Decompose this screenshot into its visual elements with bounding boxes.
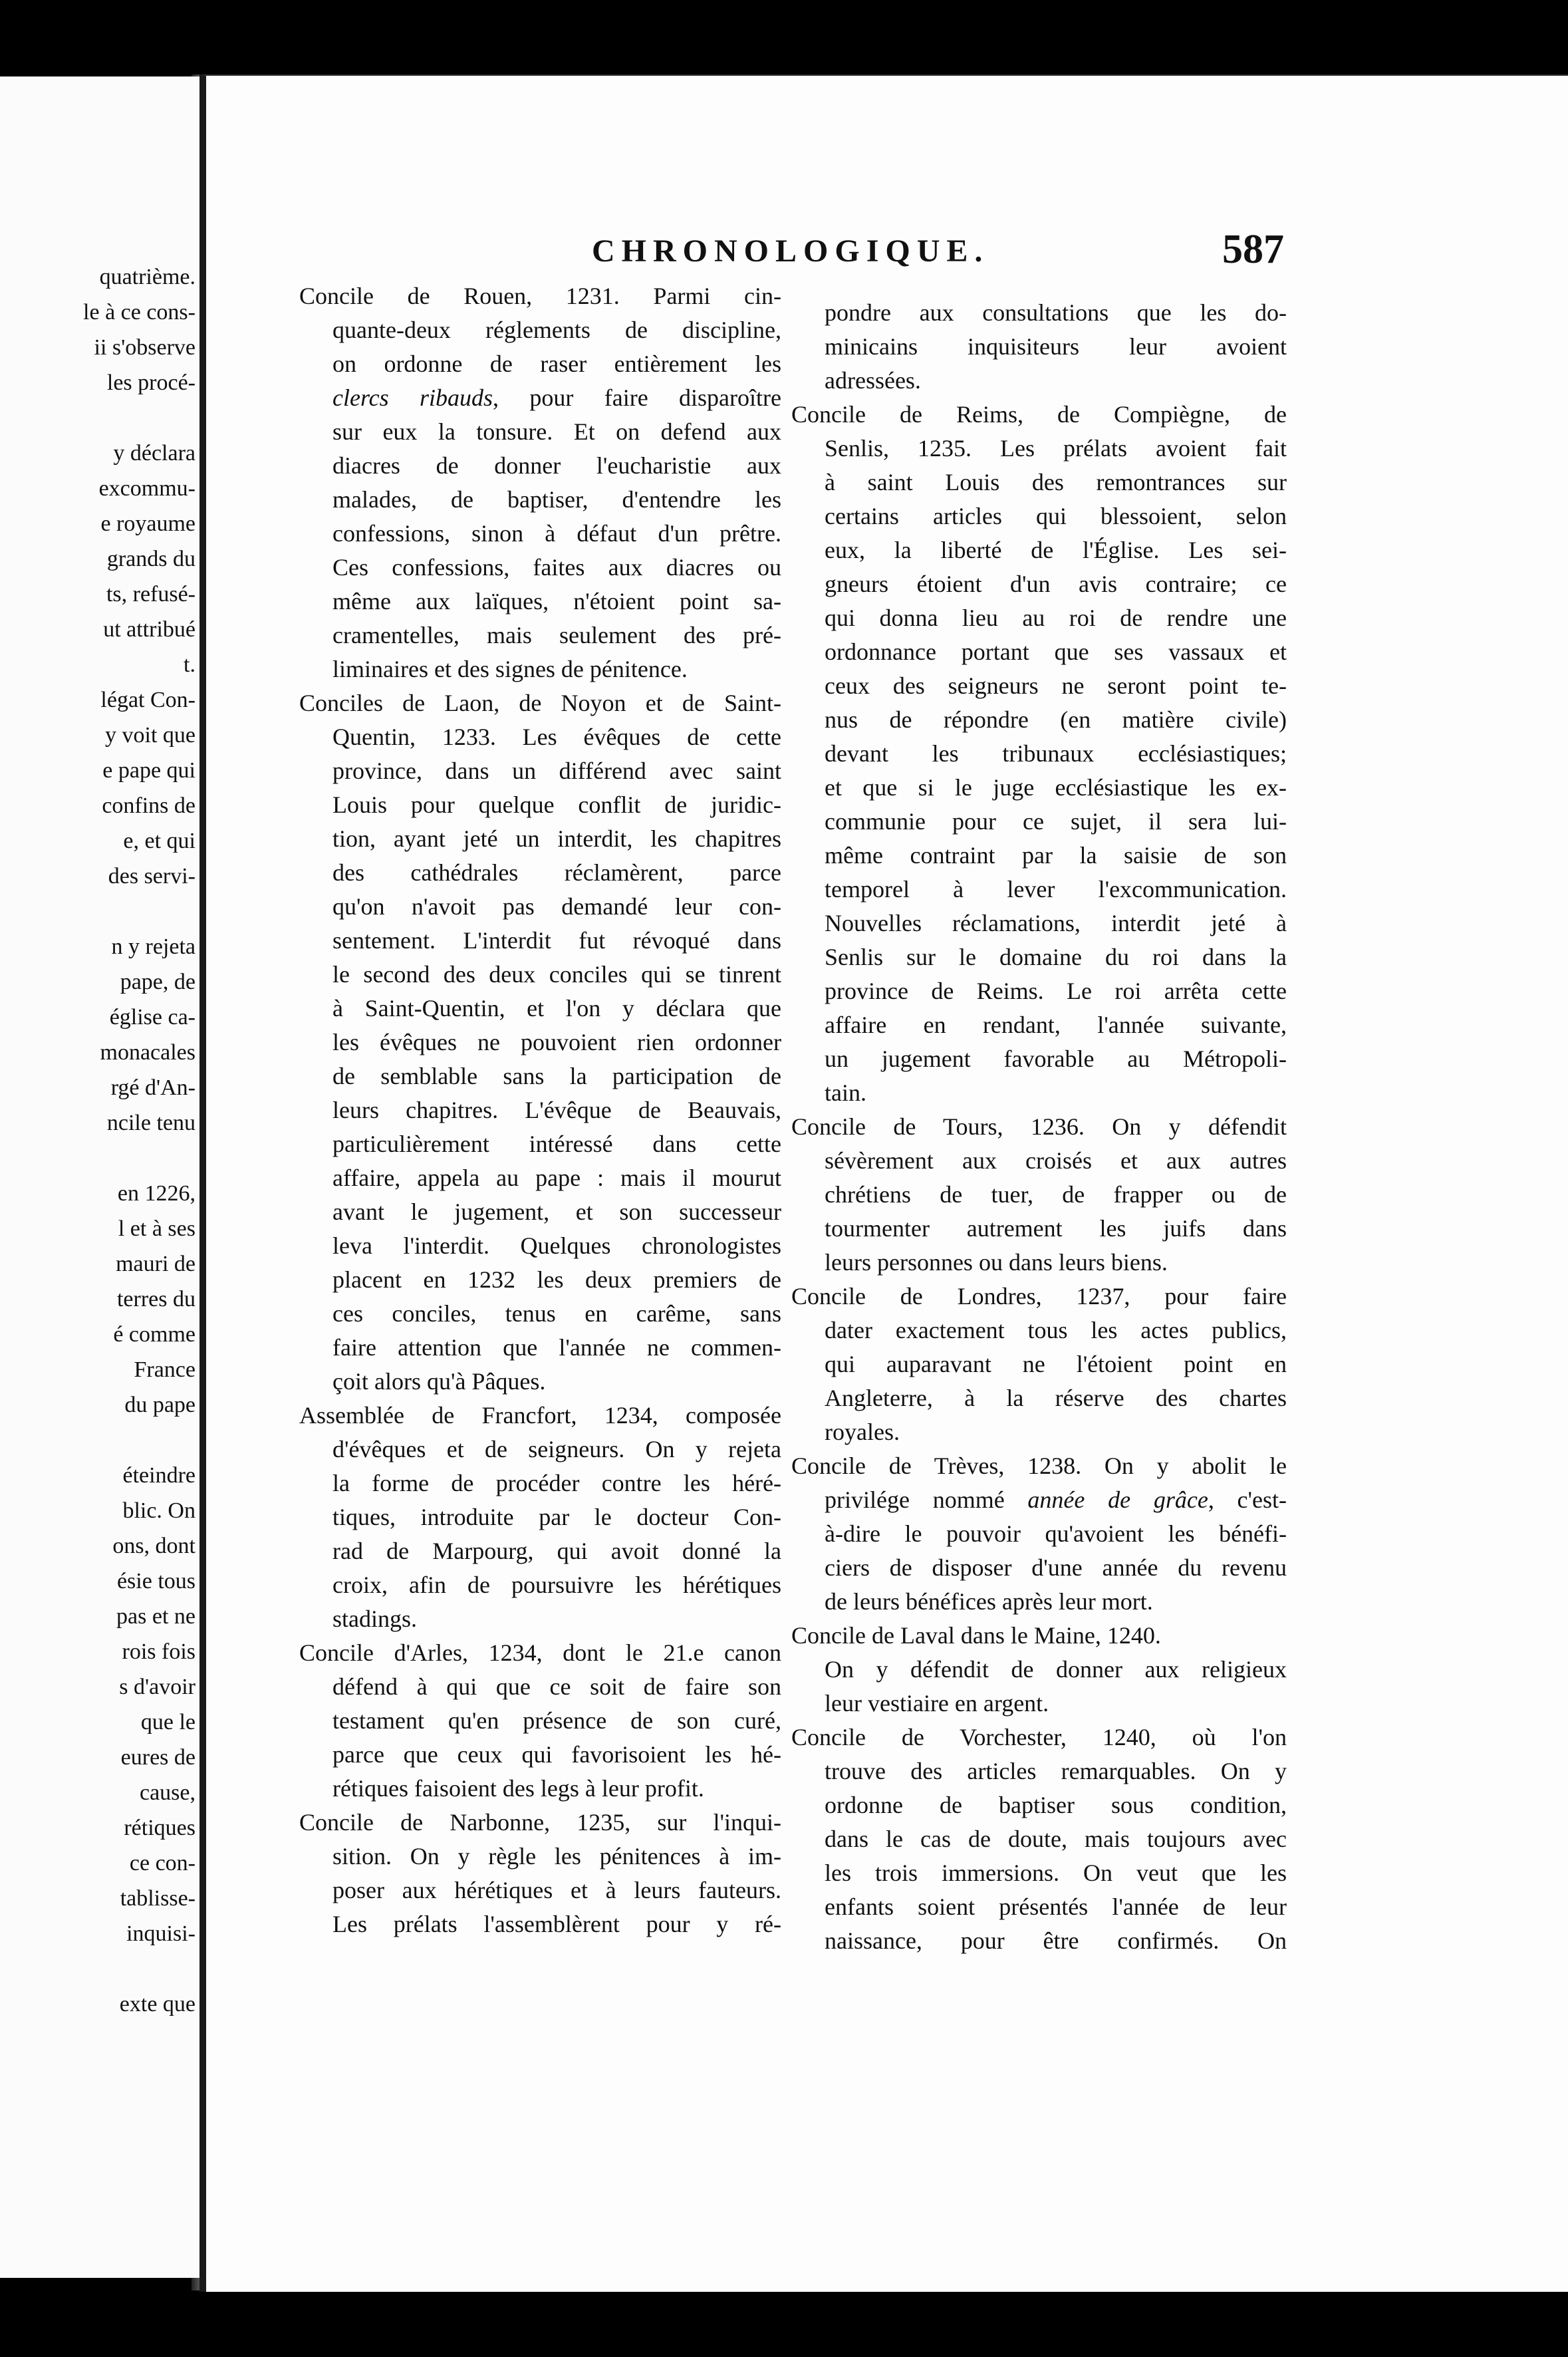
- entry-heading-line: Assemblée de Francfort, 1234, composée: [299, 1402, 781, 1429]
- left-page-fragment: e, et qui: [123, 829, 196, 853]
- left-page-fragment: France: [134, 1357, 196, 1382]
- left-page-fragment: que le: [140, 1710, 196, 1734]
- text-line: même aux laïques, n'étoient point sa-: [332, 588, 781, 615]
- text-line: de semblable sans la participation de: [332, 1063, 781, 1089]
- entry-heading-line: Concile de Reims, de Compiègne, de: [791, 401, 1287, 428]
- left-page-fragment: eures de: [120, 1745, 196, 1770]
- left-page-fragment: terres du: [116, 1287, 196, 1312]
- text-line: à-dire le pouvoir qu'avoient les bénéfi-: [825, 1520, 1287, 1547]
- text-line: tourmenter autrement les juifs dans: [825, 1215, 1287, 1242]
- text-line: la forme de procéder contre les héré-: [332, 1470, 781, 1496]
- left-page-fragment: des servi-: [108, 864, 196, 889]
- left-page-fragment: cause,: [139, 1780, 196, 1805]
- text-line: parce que ceux qui favorisoient les hé-: [332, 1741, 781, 1768]
- text-line: Senlis sur le domaine du roi dans la: [825, 944, 1287, 970]
- text-line: ces conciles, tenus en carême, sans: [332, 1300, 781, 1327]
- text-line: particulièrement intéressé dans cette: [332, 1131, 781, 1157]
- text-line: stadings.: [332, 1605, 418, 1632]
- text-line: à saint Louis des remontrances sur: [825, 469, 1287, 495]
- text-line: leva l'interdit. Quelques chronologistes: [332, 1232, 781, 1259]
- left-page-fragment: éteindre: [122, 1463, 196, 1488]
- text-line: Ces confessions, faites aux diacres ou: [332, 554, 781, 581]
- text-line: pondre aux consultations que les do-: [825, 299, 1287, 326]
- left-page-fragment: rétiques: [124, 1816, 196, 1840]
- text-line: minicains inquisiteurs leur avoient: [825, 333, 1287, 360]
- text-line: d'évêques et de seigneurs. On y rejeta: [332, 1436, 781, 1462]
- text-line: On y défendit de donner aux religieux: [825, 1656, 1287, 1683]
- text-line: ciers de disposer d'une année du revenu: [825, 1554, 1287, 1581]
- text-line: quante-deux réglements de discipline,: [332, 317, 781, 343]
- left-page-fragment: t.: [184, 652, 196, 677]
- left-page-fragment: inquisi-: [126, 1921, 196, 1946]
- text-line: sévèrement aux croisés et aux autres: [825, 1147, 1287, 1174]
- text-line: de leurs bénéfices après leur mort.: [825, 1588, 1153, 1615]
- text-line: chrétiens de tuer, de frapper ou de: [825, 1181, 1287, 1208]
- text-line: enfants soient présentés l'année de leur: [825, 1893, 1287, 1920]
- left-page-fragment: ii s'observe: [94, 335, 196, 360]
- left-page-fragment: n y rejeta: [111, 934, 196, 959]
- text-line: avant le jugement, et son successeur: [332, 1198, 781, 1225]
- left-page-fragment: les procé-: [106, 370, 196, 395]
- text-column-right: [791, 296, 1287, 1958]
- text-line: naissance, pour être confirmés. On: [825, 1927, 1287, 1954]
- text-line: qu'on n'avoit pas demandé leur con-: [332, 893, 781, 920]
- text-line: province de Reims. Le roi arrêta cette: [825, 978, 1287, 1004]
- left-page-fragment: ts, refusé-: [106, 582, 196, 607]
- left-page-fragment: blic. On: [122, 1498, 196, 1523]
- running-head: CHRONOLOGIQUE.: [592, 233, 989, 269]
- entry-heading-line: Concile de Rouen, 1231. Parmi cin-: [299, 283, 781, 309]
- text-line: tiques, introduite par le docteur Con-: [332, 1504, 781, 1530]
- text-line: communie pour ce sujet, il sera lui-: [825, 808, 1287, 835]
- text-line: adressées.: [825, 367, 921, 394]
- text-line: qui donna lieu au roi de rendre une: [825, 605, 1287, 631]
- text-line: et que si le juge ecclésiastique les ex-: [825, 774, 1287, 801]
- text-line: ceux des seigneurs ne seront point te-: [825, 672, 1287, 699]
- text-line: sition. On y règle les pénitences à im-: [332, 1843, 781, 1870]
- left-page-fragment: excommu-: [98, 476, 196, 501]
- entry-heading-line: Concile de Trèves, 1238. On y abolit le: [791, 1453, 1287, 1479]
- text-line: leur vestiaire en argent.: [825, 1690, 1049, 1717]
- text-line: Nouvelles réclamations, interdit jeté à: [825, 910, 1287, 936]
- text-line: dater exactement tous les actes publics,: [825, 1317, 1287, 1343]
- text-line: les trois immersions. On veut que les: [825, 1860, 1287, 1886]
- text-line: privilége nommé année de grâce, c'est-: [825, 1486, 1287, 1513]
- text-line: tain.: [825, 1079, 866, 1106]
- text-line: ordonnance portant que ses vassaux et: [825, 638, 1287, 665]
- text-line: trouve des articles remarquables. On y: [825, 1758, 1287, 1784]
- left-page-fragment: ncile tenu: [106, 1111, 196, 1135]
- left-page-fragment: y voit que: [105, 723, 196, 748]
- left-page-fragment: mauri de: [116, 1252, 196, 1276]
- text-line: diacres de donner l'eucharistie aux: [332, 452, 781, 479]
- text-line: Louis pour quelque conflit de juridic-: [332, 791, 781, 818]
- left-page-fragment: y déclara: [113, 441, 196, 466]
- text-line: le second des deux conciles qui se tinrent: [332, 961, 781, 988]
- left-page-fragment: s d'avoir: [119, 1675, 196, 1699]
- entry-heading-line: Concile de Vorchester, 1240, où l'on: [791, 1724, 1287, 1750]
- left-page-fragment: e royaume: [100, 511, 196, 536]
- left-page-fragment: le à ce cons-: [83, 300, 196, 325]
- left-page-fragment: église ca-: [109, 1005, 196, 1030]
- left-page-fragment: e pape qui: [102, 758, 196, 783]
- text-line: leurs personnes ou dans leurs biens.: [825, 1249, 1168, 1276]
- left-page-fragment: ce con-: [129, 1851, 196, 1875]
- text-line: affaire, appela au pape : mais il mourut: [332, 1165, 781, 1191]
- text-line: sentement. L'interdit fut révoqué dans: [332, 927, 781, 954]
- entry-heading-line: Conciles de Laon, de Noyon et de Saint-: [299, 690, 781, 716]
- entry-heading-line: Concile de Tours, 1236. On y défendit: [791, 1113, 1287, 1140]
- left-page-fragment: ésie tous: [116, 1569, 196, 1594]
- left-page-fragment: tablisse-: [120, 1886, 196, 1911]
- left-page-fragment: confins de: [102, 793, 196, 818]
- text-line: testament qu'en présence de son curé,: [332, 1707, 781, 1734]
- text-line: liminaires et des signes de pénitence.: [332, 656, 688, 682]
- text-line: Les prélats l'assemblèrent pour y ré-: [332, 1911, 781, 1937]
- left-page-fragment: du pape: [124, 1393, 196, 1417]
- text-line: un jugement favorable au Métropoli-: [825, 1045, 1287, 1072]
- text-line: province, dans un différend avec saint: [332, 758, 781, 784]
- text-line: Angleterre, à la réserve des chartes: [825, 1385, 1287, 1411]
- text-line: cramentelles, mais seulement des pré-: [332, 622, 781, 648]
- text-line: rétiques faisoient des legs à leur profit.: [332, 1775, 704, 1802]
- entry-heading-line: Concile d'Arles, 1234, dont le 21.e canon: [299, 1639, 781, 1666]
- text-line: eux, la liberté de l'Église. Les sei-: [825, 537, 1287, 563]
- entry-heading-line: Concile de Laval dans le Maine, 1240.: [791, 1622, 1161, 1649]
- text-line: placent en 1232 les deux premiers de: [332, 1266, 781, 1293]
- text-line: ordonne de baptiser sous condition,: [825, 1792, 1287, 1818]
- left-page-fragment: légat Con-: [100, 688, 196, 712]
- text-line: gneurs étoient d'un avis contraire; ce: [825, 571, 1287, 597]
- left-page-fragment: en 1226,: [117, 1181, 196, 1206]
- entry-heading-line: Concile de Londres, 1237, pour faire: [791, 1283, 1287, 1310]
- left-page-fragment: pape, de: [120, 970, 196, 994]
- text-line: malades, de baptiser, d'entendre les: [332, 486, 781, 513]
- text-line: Quentin, 1233. Les évêques de cette: [332, 724, 781, 750]
- text-line: clercs ribauds, pour faire disparoître: [332, 384, 781, 411]
- left-page-fragment: quatrième.: [99, 265, 196, 289]
- text-line: leurs chapitres. L'évêque de Beauvais,: [332, 1097, 781, 1123]
- text-line: rad de Marpourg, qui avoit donné la: [332, 1538, 781, 1564]
- text-line: des cathédrales réclamèrent, parce: [332, 859, 781, 886]
- text-line: temporel à lever l'excommunication.: [825, 876, 1287, 902]
- text-line: çoit alors qu'à Pâques.: [332, 1368, 546, 1395]
- text-line: Senlis, 1235. Les prélats avoient fait: [825, 435, 1287, 462]
- page-number: 587: [1222, 227, 1284, 272]
- entry-heading-line: Concile de Narbonne, 1235, sur l'inqui-: [299, 1809, 781, 1836]
- text-line: royales.: [825, 1419, 900, 1445]
- left-page-fragment: rois fois: [122, 1639, 196, 1664]
- left-page-fragment: l et à ses: [118, 1216, 196, 1241]
- left-page-fragment: pas et ne: [116, 1604, 196, 1629]
- left-page-fragment: ut attribué: [103, 617, 196, 642]
- left-page-fragment: exte que: [119, 1992, 196, 2016]
- text-line: à Saint-Quentin, et l'on y déclara que: [332, 995, 781, 1022]
- text-line: on ordonne de raser entièrement les: [332, 350, 781, 377]
- text-line: devant les tribunaux ecclésiastiques;: [825, 740, 1287, 767]
- text-line: défend à qui que ce soit de faire son: [332, 1673, 781, 1700]
- text-line: croix, afin de poursuivre les hérétiques: [332, 1572, 781, 1598]
- left-page-fragment: rgé d'An-: [110, 1075, 196, 1100]
- text-line: les évêques ne pouvoient rien ordonner: [332, 1029, 781, 1055]
- text-line: certains articles qui blessoient, selon: [825, 503, 1287, 529]
- left-page-fragment: ons, dont: [112, 1534, 196, 1558]
- left-page-fragment: monacales: [100, 1040, 196, 1065]
- left-page-fragment: grands du: [106, 547, 196, 571]
- text-line: confessions, sinon à défaut d'un prêtre.: [332, 520, 781, 547]
- text-line: poser aux hérétiques et à leurs fauteurs.: [332, 1877, 781, 1903]
- text-line: même contraint par la saisie de son: [825, 842, 1287, 869]
- text-line: faire attention que l'année ne commen-: [332, 1334, 781, 1361]
- left-page: [0, 76, 206, 2278]
- text-line: qui auparavant ne l'étoient point en: [825, 1351, 1287, 1377]
- text-line: nus de répondre (en matière civile): [825, 706, 1287, 733]
- text-line: tion, ayant jeté un interdit, les chapitres: [332, 825, 781, 852]
- text-line: affaire en rendant, l'année suivante,: [825, 1012, 1287, 1038]
- left-page-fragment: é comme: [113, 1322, 196, 1347]
- text-column-left: [299, 279, 781, 1941]
- text-line: sur eux la tonsure. Et on defend aux: [332, 418, 781, 445]
- text-line: dans le cas de doute, mais toujours avec: [825, 1826, 1287, 1852]
